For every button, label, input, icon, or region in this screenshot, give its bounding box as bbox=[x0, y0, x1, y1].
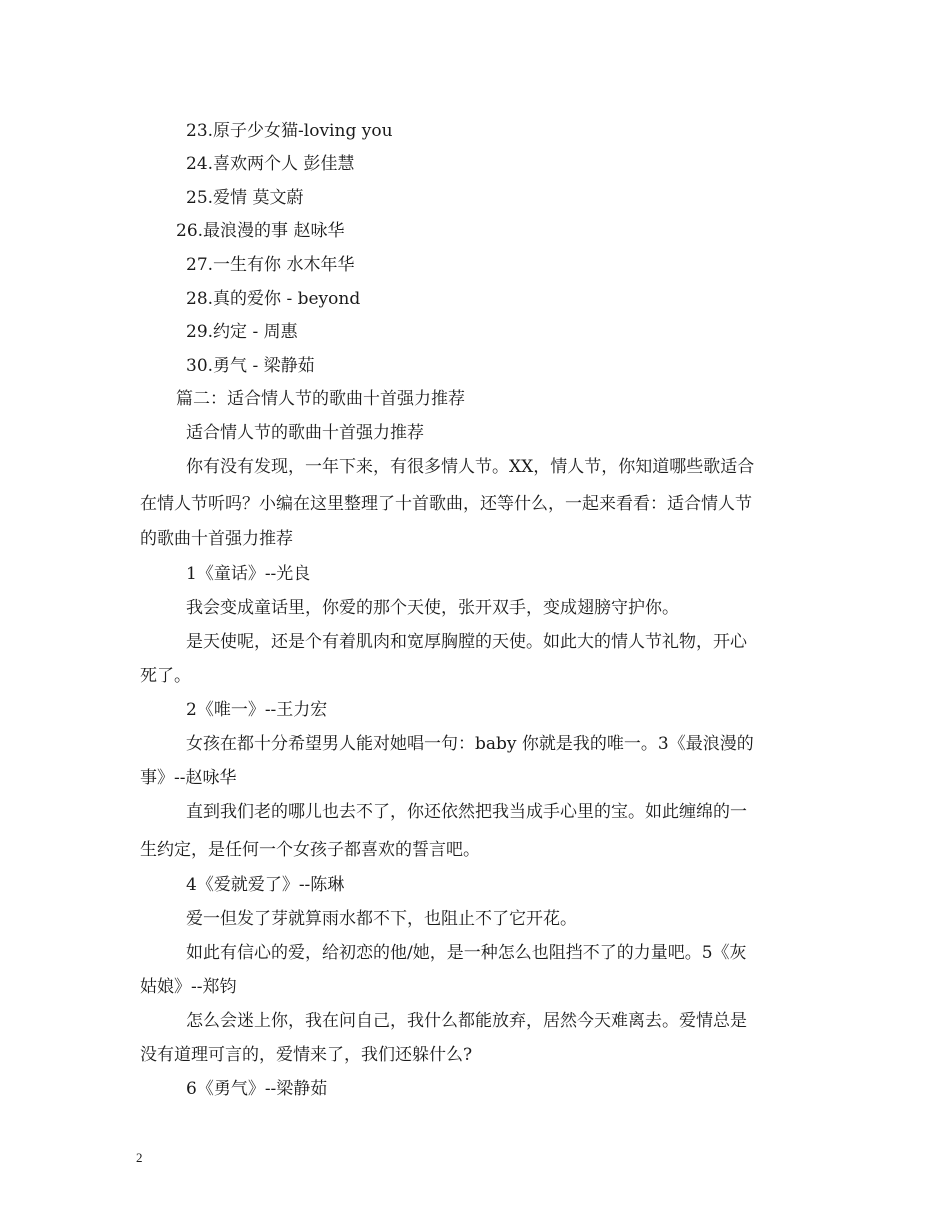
body-text-line: 爱一但发了芽就算雨水都不下，也阻止不了它开花。 bbox=[186, 909, 577, 929]
body-text-line: 怎么会迷上你，我在问自己，我什么都能放弃，居然今天难离去。爱情总是 bbox=[186, 1011, 747, 1031]
body-text-line: 事》--赵咏华 bbox=[140, 768, 237, 788]
article-title: 适合情人节的歌曲十首强力推荐 bbox=[186, 423, 424, 443]
body-text-line: 是天使呢，还是个有着肌肉和宽厚胸膛的天使。如此大的情人节礼物，开心 bbox=[186, 632, 747, 652]
song-heading: 6《勇气》--梁静茹 bbox=[186, 1079, 328, 1099]
song-list-item: 25.爱情 莫文蔚 bbox=[186, 188, 304, 208]
body-text-line: 生约定，是任何一个女孩子都喜欢的誓言吧。 bbox=[140, 840, 480, 860]
song-list-item: 23.原子少女猫-loving you bbox=[186, 121, 393, 141]
song-list-item: 24.喜欢两个人 彭佳慧 bbox=[186, 154, 355, 174]
song-heading: 2《唯一》--王力宏 bbox=[186, 700, 328, 720]
body-text-line: 姑娘》--郑钧 bbox=[140, 977, 237, 997]
body-text-line: 如此有信心的爱，给初恋的他/她，是一种怎么也阻挡不了的力量吧。5《灰 bbox=[186, 943, 747, 963]
intro-line: 的歌曲十首强力推荐 bbox=[140, 529, 293, 549]
body-text-line: 直到我们老的哪儿也去不了，你还依然把我当成手心里的宝。如此缠绵的一 bbox=[186, 802, 747, 822]
body-text-line: 没有道理可言的，爱情来了，我们还躲什么? bbox=[140, 1045, 473, 1065]
intro-line: 你有没有发现，一年下来，有很多情人节。XX，情人节，你知道哪些歌适合 bbox=[186, 457, 755, 477]
song-list-item: 26.最浪漫的事 赵咏华 bbox=[176, 221, 345, 241]
song-list-item: 27.一生有你 水木年华 bbox=[186, 255, 355, 275]
song-heading: 4《爱就爱了》--陈琳 bbox=[186, 875, 345, 895]
song-list-item: 28.真的爱你 - beyond bbox=[186, 289, 361, 309]
song-list-item: 30.勇气 - 梁静茹 bbox=[186, 356, 315, 376]
body-text-line: 女孩在都十分希望男人能对她唱一句：baby 你就是我的唯一。3《最浪漫的 bbox=[186, 734, 754, 754]
song-list-item: 29.约定 - 周惠 bbox=[186, 322, 298, 342]
page-number: 2 bbox=[136, 1150, 143, 1165]
song-heading: 1《童话》--光良 bbox=[186, 564, 311, 584]
intro-line: 在情人节听吗？小编在这里整理了十首歌曲，还等什么，一起来看看：适合情人节 bbox=[140, 494, 752, 514]
body-text-line: 死了。 bbox=[140, 666, 191, 686]
body-text-line: 我会变成童话里，你爱的那个天使，张开双手，变成翅膀守护你。 bbox=[186, 598, 679, 618]
section-heading: 篇二：适合情人节的歌曲十首强力推荐 bbox=[176, 389, 465, 409]
